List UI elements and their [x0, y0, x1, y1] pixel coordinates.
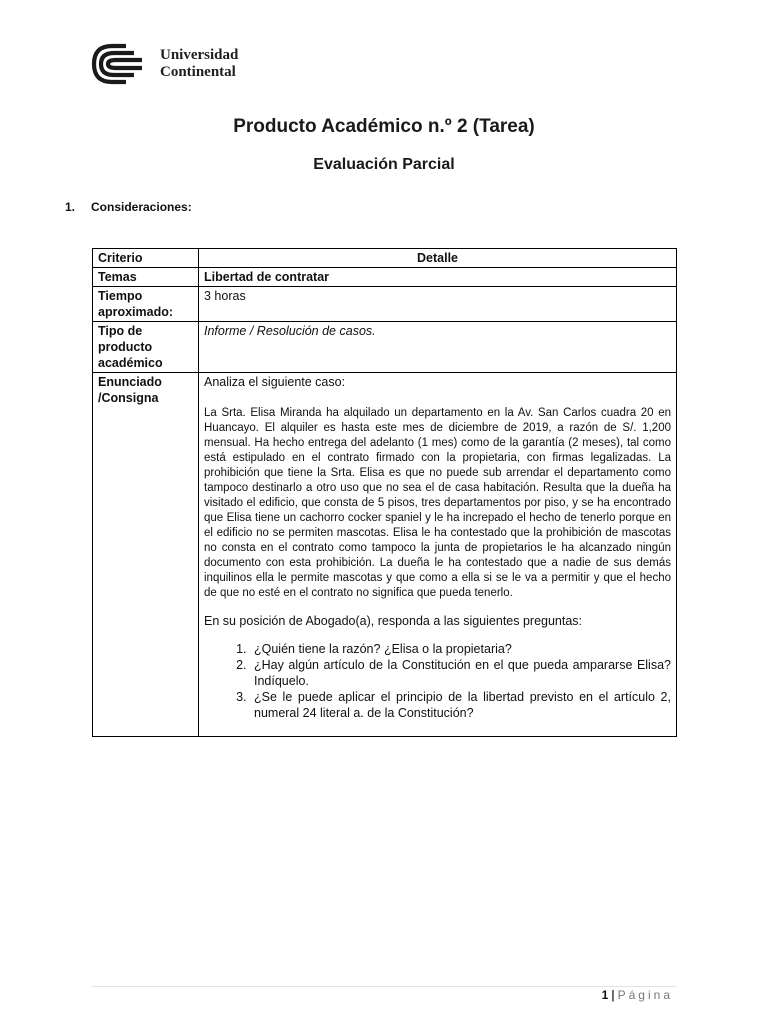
row-criterio: Tipo de producto académico — [93, 322, 199, 373]
logo-line-2: Continental — [160, 64, 236, 80]
row-criterio: Temas — [93, 268, 199, 287]
enunciado-intro: Analiza el siguiente caso: — [204, 375, 346, 389]
considerations-table — [92, 248, 677, 737]
row-detalle: Informe / Resolución de casos. — [199, 322, 677, 373]
questions-intro: En su posición de Abogado(a), responda a las siguientes preguntas: — [204, 614, 583, 628]
row-detalle: Libertad de contratar — [199, 268, 677, 287]
header-criterio: Criterio — [93, 249, 199, 268]
section-number: 1. — [65, 200, 76, 214]
table-row-enunciado — [93, 373, 677, 737]
row-criterio: Enunciado /Consigna — [93, 373, 199, 737]
enunciado-detalle — [199, 373, 677, 737]
question-item: 3. ¿Se le puede aplicar el principio de la libertad previsto en el artículo 2, numeral 24 literal a. de la Constitución? — [250, 689, 671, 721]
row-detalle: 3 horas — [199, 287, 677, 322]
header-logo — [90, 42, 238, 86]
question-item: 2. ¿Hay algún artículo de la Constitución en el que pueda ampararse Elisa? Indíquelo. — [250, 657, 671, 689]
table-row — [93, 287, 677, 322]
page-footer — [602, 988, 673, 1002]
table-row — [93, 322, 677, 373]
table-row — [93, 268, 677, 287]
table-header-row — [93, 249, 677, 268]
document-subtitle: Evaluación Parcial — [313, 156, 455, 173]
footer-divider — [92, 986, 676, 987]
row-criterio: Tiempo aproximado: — [93, 287, 199, 322]
logo-wordmark — [160, 47, 238, 81]
university-continental-logo-icon — [90, 42, 152, 86]
section-heading — [65, 200, 192, 214]
footer-separator: | — [611, 988, 615, 1002]
document-title: Producto Académico n.º 2 (Tarea) — [233, 116, 535, 137]
header-detalle: Detalle — [199, 249, 677, 268]
page-word: Página — [617, 988, 673, 1002]
question-item: 1. ¿Quién tiene la razón? ¿Elisa o la propietaria? — [250, 641, 671, 657]
questions-list — [204, 641, 671, 721]
section-label: Consideraciones: — [91, 200, 192, 214]
logo-line-1: Universidad — [160, 47, 239, 63]
page-number: 1 — [601, 988, 609, 1002]
case-paragraph: La Srta. Elisa Miranda ha alquilado un departamento en la Av. San Carlos cuadra 20 en Huancayo. El alquiler es hasta este mes de diciembre de 2019, a razón de S/. 1,200 mensual. Ha hecho entrega del adelanto (1 mes) como de la garantía (2 meses), tal como está estipulado en el contrato firmado con la propietaria, con firmas legalizadas. La prohibición que tiene la Srta. Elisa es que no puede sub arrendar el departamento como tampoco destinarlo a otro uso que no sea el de casa habitación. Resulta que la dueña ha visitado el edificio, que consta de 5 pisos, tres departamentos por piso, y se ha encontrado que Elisa tiene un cachorro cocker spaniel y le ha increpado el hecho de tenerlo porque en el edificio no se permiten mascotas. Elisa le ha contestado que la prohibición de mascotas no consta en el contrato como tampoco la junta de propietarios le ha alcanzado ningún documento con esta prohibición. La dueña le ha contestado que a nadie de sus demás inquilinos ella le permite mascotas y que como a ella si se le va a permitir y que el hecho de que no esté en el contrato no significa que pueda tenerlo. — [204, 407, 671, 599]
